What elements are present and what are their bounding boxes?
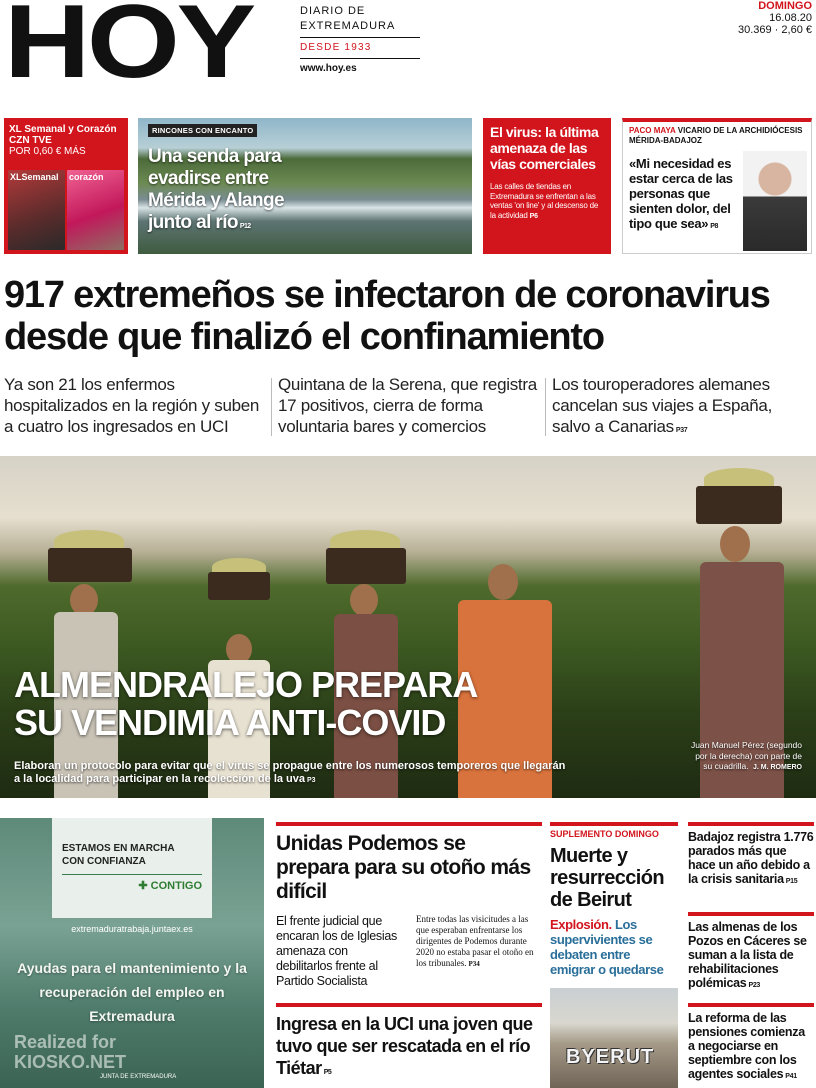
- corazon-cover: corazón: [67, 170, 124, 250]
- brief-badajoz[interactable]: Badajoz registra 1.776 parados más que hace un año debido a la crisis sanitaria P15: [688, 822, 814, 889]
- photo-credit: J. M. ROMERO: [752, 764, 802, 771]
- ad-message: Ayudas para el mantenimiento y la recuperación del empleo en Extremadura: [17, 960, 247, 1024]
- magazine-covers: [8, 170, 124, 250]
- photo-caption: Juan Manuel Pérez (segundo por la derecha) con parte de su cuadrilla. J. M. ROMERO: [690, 740, 802, 771]
- page-ref: P37: [675, 427, 688, 434]
- section-bar: [688, 912, 814, 916]
- website-link[interactable]: www.hoy.es: [300, 63, 357, 74]
- page-ref: P15: [785, 878, 798, 885]
- story-podemos-headline: Unidas Podemos se prepara para su otoño más difícil: [276, 832, 531, 903]
- newspaper-logo[interactable]: HOY: [4, 0, 253, 100]
- photo-headline[interactable]: ALMENDRALEJO PREPARA SU VENDIMIA ANTI-COVID: [14, 664, 478, 743]
- xlsemanal-cover: XLSemanal: [8, 170, 65, 250]
- supplement-dek: Explosión. Los supervivientes se debaten entre emigrar o quedarse: [550, 917, 664, 977]
- magazine-promo-title: XL Semanal y Corazón CZN TVE: [9, 124, 117, 146]
- worker-figure: [40, 508, 150, 798]
- watermark: Realized for KIOSKO.NET: [14, 1032, 127, 1072]
- virus-promo-headline: El virus: la última amenaza de las vías comerciales: [490, 124, 599, 172]
- photo-story-body: Elaboran un protocolo para evitar que el virus se propague entre los numerosos temporeros que llegarán a la localidad para participar en la recolección de la uva P3: [14, 760, 566, 785]
- quote-attribution: [629, 126, 805, 146]
- subhead-hospitalized[interactable]: Ya son 21 los enfermos hospitalizados en la región y suben a cuatro los ingresados en UCI: [4, 375, 260, 436]
- page-ref: P3: [307, 777, 316, 784]
- page-ref: P5: [323, 1069, 332, 1076]
- edition-date: 16.08.20: [769, 12, 812, 24]
- worker-figure: [452, 508, 562, 798]
- supplement-headline: Muerte y resurrección de Beirut: [550, 845, 664, 911]
- river-promo-headline: Una senda para evadirse entre Mérida y Alange junto al río P12: [148, 146, 285, 233]
- section-bar: [276, 822, 542, 826]
- ad-url[interactable]: extremaduratrabaja.juntaex.es: [71, 924, 193, 934]
- contigo-logo: ✚ CONTIGO: [138, 880, 202, 892]
- section-bar: [276, 1003, 542, 1007]
- quote-name: PACO MAYA: [629, 126, 676, 135]
- story-podemos[interactable]: [276, 822, 542, 989]
- section-bar: [688, 1003, 814, 1007]
- employment-ad[interactable]: [0, 818, 264, 1088]
- column-divider: [271, 378, 272, 436]
- junta-logo: JUNTA DE EXTREMADURA: [100, 1074, 177, 1080]
- page-ref: P23: [748, 982, 761, 989]
- beirut-photo: [550, 988, 678, 1088]
- subtitle-line-2: EXTREMADURA: [300, 20, 396, 32]
- issue-price: 30.369 · 2,60 €: [737, 24, 812, 36]
- edition-day: DOMINGO: [758, 0, 812, 12]
- supplement-beirut[interactable]: [550, 822, 678, 1088]
- divider: [300, 37, 420, 38]
- page-ref: P41: [785, 1073, 797, 1080]
- quote-promo[interactable]: [622, 118, 812, 254]
- ad-card: ESTAMOS EN MARCHA CON CONFIANZA ✚ CONTIGO: [52, 818, 212, 918]
- brief-pensiones[interactable]: La reforma de las pensiones comienza a negociarse en septiembre con los agentes sociales P41: [688, 1003, 814, 1084]
- supplement-kicker: SUPLEMENTO DOMINGO: [550, 822, 678, 841]
- quote-role: VICARIO DE LA ARCHIDIÓCESIS MÉRIDA-BADAJOZ: [629, 126, 803, 145]
- story-podemos-dek: El frente judicial que encaran los de Iglesias amenaza con debilitarlos frente al Partido Socialista: [276, 914, 397, 988]
- masthead-subtitle: [300, 4, 420, 76]
- subhead-touroperators[interactable]: Los touroperadores alemanes cancelan sus viajes a España, salvo a Canarias P37: [552, 375, 772, 436]
- column-divider: [545, 378, 546, 436]
- magazine-promo-price: POR 0,60 € MÁS: [9, 146, 86, 157]
- divider: [300, 58, 420, 59]
- virus-promo[interactable]: [483, 118, 611, 254]
- story-podemos-body: Entre todas las visicitudes a las que esperaban enfrentarse los dirigentes de Podemos durante 2020 no estaba pasar el otoño en los tribunales. P34: [416, 914, 534, 968]
- story-uci[interactable]: [276, 1003, 542, 1084]
- subhead-quintana[interactable]: Quintana de la Serena, que registra 17 positivos, cierra de forma voluntaria bares y comercios: [278, 375, 537, 436]
- section-bar: [688, 822, 814, 826]
- subtitle-line-1: DIARIO DE: [300, 5, 366, 17]
- page-ref: P8: [710, 223, 719, 230]
- river-promo[interactable]: [138, 118, 472, 254]
- edition-info: [738, 0, 812, 36]
- story-uci-headline: Ingresa en la UCI una joven que tuvo que ser rescatada en el río Tiétar P5: [276, 1014, 533, 1078]
- worker-figure: [318, 518, 418, 798]
- magazine-promo[interactable]: [4, 118, 128, 254]
- page-ref: P6: [529, 212, 538, 220]
- founding-year: DESDE 1933: [300, 42, 372, 53]
- page-ref: P34: [468, 960, 480, 968]
- main-headline[interactable]: 917 extremeños se infectaron de coronavirus desde que finalizó el confinamiento: [4, 274, 770, 358]
- graffiti-text: BYERUT: [566, 1046, 655, 1068]
- brief-caceres[interactable]: Las almenas de los Pozos en Cáceres se suman a la lista de rehabilitaciones polémicas P23: [688, 912, 814, 993]
- virus-promo-body: Las calles de tiendas en Extremadura se enfrentan a las ventas 'on line' y al descenso de la actividad P6: [490, 182, 599, 220]
- page-ref: P12: [239, 223, 251, 230]
- portrait-photo: [743, 151, 807, 251]
- river-promo-kicker: RINCONES CON ENCANTO: [148, 124, 257, 137]
- quote-text: «Mi necesidad es estar cerca de las personas que sienten dolor, del tipo que sea» P8: [629, 156, 733, 231]
